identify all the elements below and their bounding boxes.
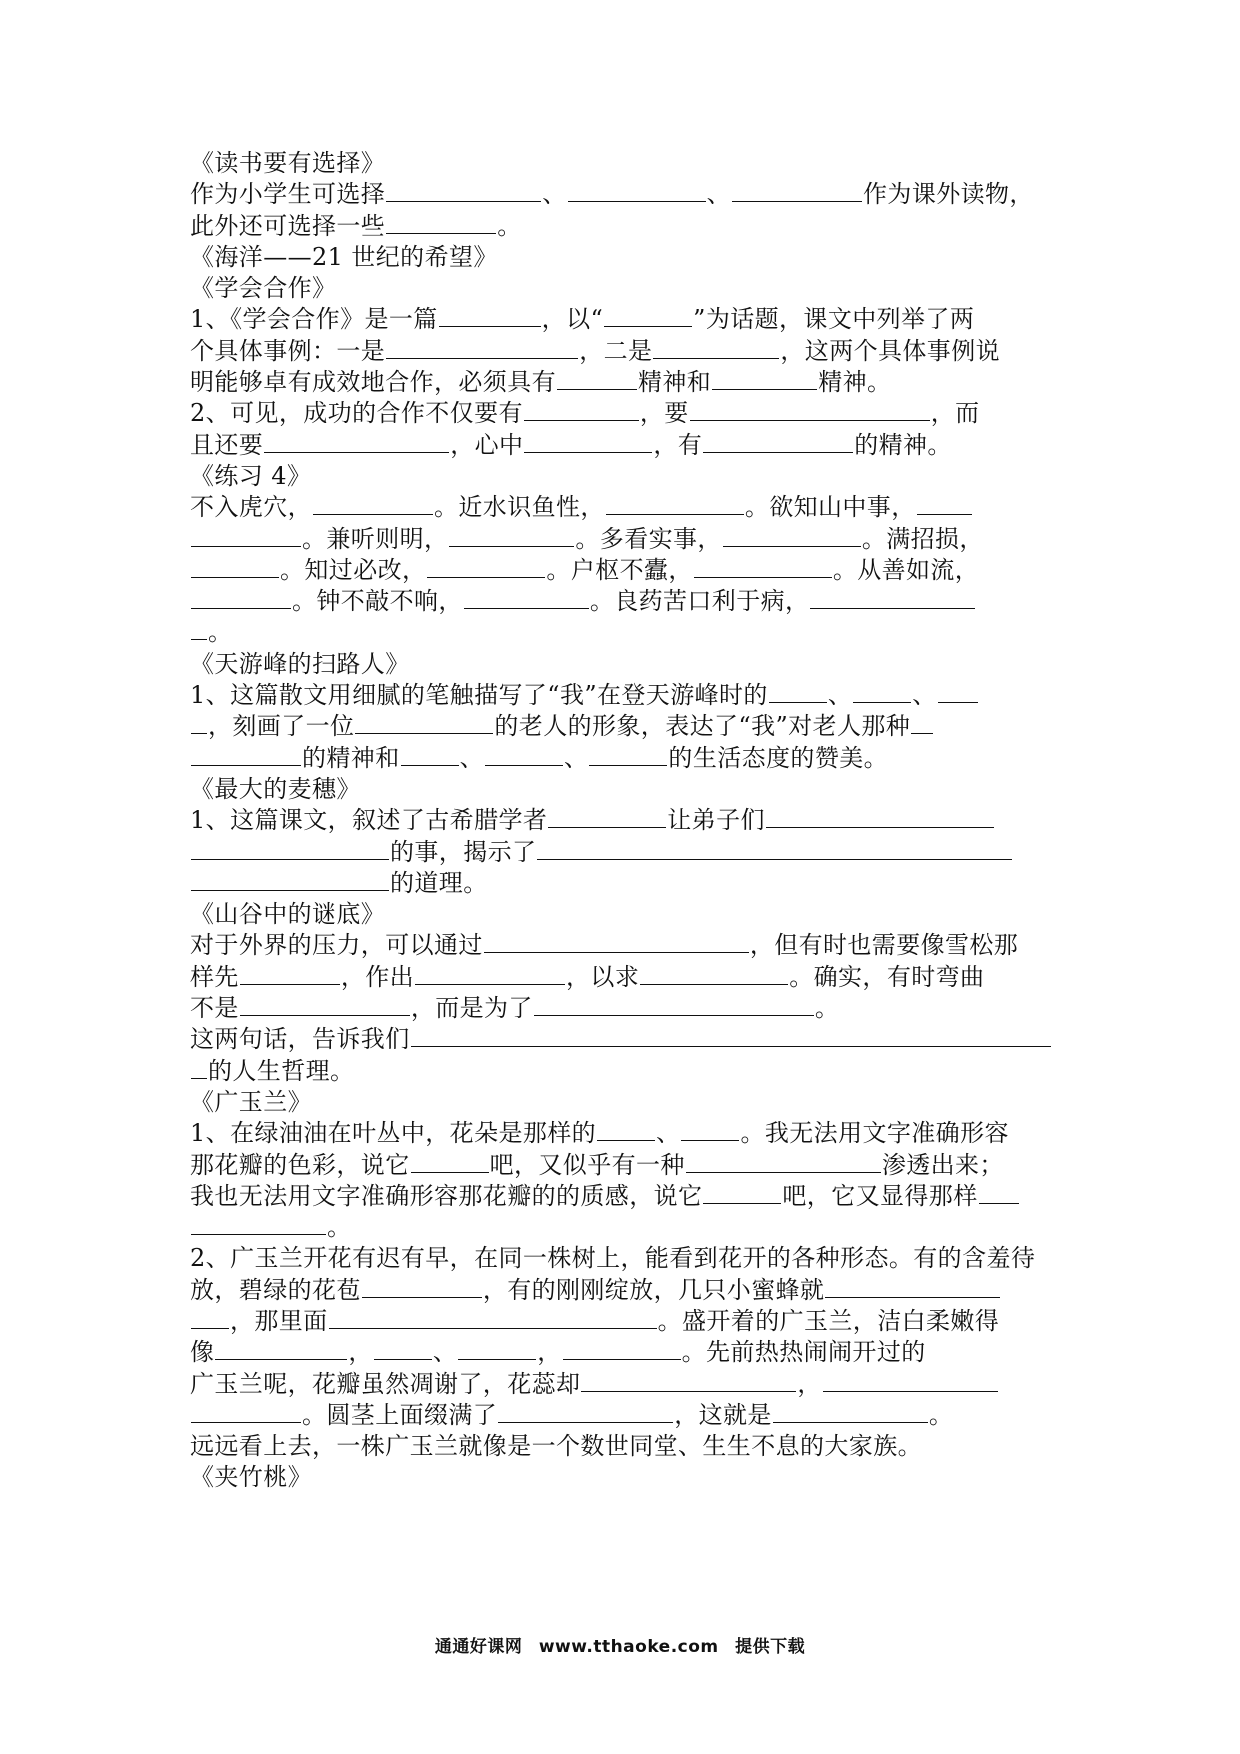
fill-blank[interactable]: [911, 713, 933, 734]
text: 此外还可选择一些: [190, 211, 386, 240]
fill-blank[interactable]: [191, 526, 301, 547]
shangu-line-4: [190, 1024, 1055, 1055]
guangyulan-q2-line-5: [190, 1369, 1055, 1400]
footer-suffix: 提供下载: [735, 1637, 806, 1657]
text: 样先: [190, 962, 239, 991]
fill-blank[interactable]: [484, 932, 749, 953]
fill-blank[interactable]: [240, 995, 410, 1016]
shangu-line-1: [190, 930, 1055, 961]
fill-blank[interactable]: [557, 369, 637, 390]
text: 。: [928, 1400, 954, 1429]
fill-blank[interactable]: [823, 1371, 998, 1392]
fill-blank[interactable]: [681, 1120, 739, 1141]
lianxi-line-2: [190, 524, 1055, 555]
text: 我也无法用文字准确形容那花瓣的的质感，说它: [190, 1181, 703, 1210]
text: 远远看上去，一株广玉兰就像是一个数世同堂、生生不息的大家族。: [190, 1432, 922, 1461]
fill-blank[interactable]: [386, 181, 541, 202]
fill-blank[interactable]: [386, 213, 496, 234]
text: 。近水识鱼性，: [434, 493, 605, 522]
text: ，二是: [579, 336, 653, 365]
lianxi-line-3: [190, 555, 1055, 586]
fill-blank[interactable]: [411, 1026, 1051, 1047]
fill-blank[interactable]: [191, 619, 207, 640]
section-title-lianxi: 《练习 4》: [190, 461, 312, 490]
fill-blank[interactable]: [464, 588, 589, 609]
fill-blank[interactable]: [581, 1371, 796, 1392]
text: 的老人的形象，表达了“我”对老人那种: [494, 712, 911, 741]
footer-url[interactable]: www.tthaoke.com: [538, 1637, 719, 1657]
fill-blank[interactable]: [191, 1402, 301, 1423]
text: 不入虎穴，: [190, 493, 312, 522]
fill-blank[interactable]: [548, 807, 666, 828]
text: 、: [432, 1338, 458, 1367]
text: 。: [327, 1213, 352, 1242]
text: ，以“: [541, 305, 604, 334]
guangyulan-q2-line-2: [190, 1275, 1055, 1306]
page-footer: [0, 1632, 1240, 1657]
text: 、: [542, 180, 567, 209]
text: 、: [706, 180, 732, 209]
fill-blank[interactable]: [191, 713, 207, 734]
text: ，而: [930, 399, 980, 428]
lianxi-line-4: [190, 586, 1055, 617]
text: 。户枢不蠹，: [546, 555, 693, 584]
text: 那花瓣的色彩，说它: [190, 1150, 410, 1179]
fill-blank[interactable]: [191, 1214, 326, 1235]
text: 1、这篇散文用细腻的笔触描写了“我”在登天游峰时的: [190, 681, 768, 710]
fill-blank[interactable]: [415, 964, 565, 985]
text: 。: [208, 618, 233, 647]
section-title-hezuo: 《学会合作》: [190, 274, 337, 303]
text: 不是: [190, 994, 239, 1023]
text: 精神和: [638, 368, 712, 397]
fill-blank[interactable]: [917, 494, 972, 515]
fill-blank[interactable]: [773, 1402, 928, 1423]
text: 精神。: [818, 368, 892, 397]
guangyulan-q2-line-4: [190, 1337, 1055, 1368]
fill-blank[interactable]: [191, 745, 301, 766]
fill-blank[interactable]: [825, 1277, 1000, 1298]
guangyulan-q2-line-3: [190, 1306, 1055, 1337]
text: 。确实，有时弯曲: [789, 962, 985, 991]
text: ，这就是: [674, 1400, 772, 1429]
fill-blank[interactable]: [374, 1339, 432, 1360]
text: 吧，它又显得那样: [782, 1181, 978, 1210]
fill-blank[interactable]: [723, 526, 861, 547]
fill-blank[interactable]: [427, 557, 545, 578]
text: 放，碧绿的花苞: [190, 1275, 361, 1304]
guangyulan-q2-line-7: [190, 1431, 1055, 1462]
tianyou-line-2: [190, 711, 1055, 742]
section-title-jiazhutao: 《夹竹桃》: [190, 1463, 312, 1492]
text: ，刻画了一位: [208, 712, 355, 741]
fill-blank[interactable]: [485, 745, 563, 766]
text: 的事，揭示了: [390, 837, 537, 866]
section-title-tianyou: 《天游峰的扫路人》: [190, 649, 410, 678]
text: ，但有时也需要像雪松那: [749, 931, 1019, 960]
fill-blank[interactable]: [362, 1277, 482, 1298]
guangyulan-q1-line-2: [190, 1150, 1055, 1181]
text: ，: [537, 1338, 562, 1367]
section-title-dushu: 《读书要有选择》: [190, 149, 386, 177]
fill-blank[interactable]: [191, 839, 389, 860]
text: 这两句话，告诉我们: [190, 1025, 410, 1054]
fill-blank[interactable]: [313, 494, 433, 515]
fill-blank[interactable]: [686, 1152, 881, 1173]
text: 、: [459, 743, 485, 772]
guangyulan-q2-line-1: [190, 1243, 1055, 1274]
text: 2、广玉兰开花有迟有早，在同一株树上，能看到花开的各种形态。有的含羞待: [190, 1244, 1036, 1273]
text: ，而是为了: [410, 994, 533, 1023]
dushu-line-2: [190, 211, 1055, 242]
text: ，这两个具体事例说: [780, 336, 1001, 365]
fill-blank[interactable]: [191, 588, 291, 609]
text: 吧，又似乎有一种: [489, 1150, 685, 1179]
text: 、: [564, 743, 589, 772]
text: 。从善如流，: [832, 555, 980, 584]
text: 。: [814, 994, 840, 1023]
fill-blank[interactable]: [524, 432, 652, 453]
text: 。盛开着的广玉兰，洁白柔嫩得: [657, 1306, 1000, 1335]
text: 对于外界的压力，可以通过: [190, 931, 483, 960]
maisui-line-2: [190, 837, 1055, 868]
text: 。知过必改，: [280, 555, 427, 584]
fill-blank[interactable]: [810, 588, 975, 609]
text: 的精神。: [854, 430, 952, 459]
text: 1、《学会合作》是一篇: [190, 305, 438, 334]
hezuo-q1-line-3: [190, 367, 1055, 398]
text: 广玉兰呢，花瓣虽然凋谢了，花蕊却: [190, 1369, 581, 1398]
fill-blank[interactable]: [411, 1152, 489, 1173]
text: 的生活态度的赞美。: [668, 743, 889, 772]
fill-blank[interactable]: [458, 1339, 536, 1360]
fill-blank[interactable]: [589, 745, 667, 766]
fill-blank[interactable]: [853, 682, 911, 703]
fill-blank[interactable]: [690, 400, 930, 421]
fill-blank[interactable]: [769, 682, 827, 703]
text: ，要: [639, 399, 689, 428]
fill-blank[interactable]: [653, 338, 779, 359]
text: ，心中: [450, 430, 524, 459]
text: 的人生哲理。: [208, 1056, 355, 1085]
guangyulan-q1-line-3: [190, 1181, 1055, 1212]
fill-blank[interactable]: [215, 1339, 347, 1360]
text: ，: [797, 1369, 822, 1398]
text: ，: [348, 1338, 373, 1367]
fill-blank[interactable]: [563, 1339, 681, 1360]
fill-blank[interactable]: [401, 745, 459, 766]
text: ，有: [653, 430, 703, 459]
text: 。兼听则明，: [302, 524, 449, 553]
section-title-shangu: 《山谷中的谜底》: [190, 900, 386, 929]
text: 。良药苦口利于病，: [589, 587, 810, 616]
text: 渗透出来；: [881, 1150, 1004, 1179]
fill-blank[interactable]: [191, 557, 279, 578]
text: 。先前热热闹闹开过的: [681, 1338, 926, 1367]
fill-blank[interactable]: [191, 870, 389, 891]
fill-blank[interactable]: [240, 964, 340, 985]
tianyou-line-1: [190, 680, 1055, 711]
fill-blank[interactable]: [703, 432, 853, 453]
shangu-line-5: [190, 1056, 1055, 1087]
fill-blank[interactable]: [191, 1308, 229, 1329]
shangu-line-3: [190, 993, 1055, 1024]
fill-blank[interactable]: [191, 1058, 207, 1079]
guangyulan-q1-line-4: [190, 1212, 1055, 1243]
text: 作为课外读物，: [863, 180, 1034, 209]
section-title-guangyulan: 《广玉兰》: [190, 1087, 312, 1116]
text: 作为小学生可选择: [190, 180, 386, 209]
fill-blank[interactable]: [640, 964, 788, 985]
text: 。我无法用文字准确形容: [740, 1119, 1009, 1148]
fill-blank[interactable]: [938, 682, 978, 703]
guangyulan-q2-line-6: [190, 1400, 1055, 1431]
fill-blank[interactable]: [264, 432, 449, 453]
fill-blank[interactable]: [979, 1183, 1019, 1204]
hezuo-q2-line-2: [190, 430, 1055, 461]
fill-blank[interactable]: [694, 557, 832, 578]
text: 、: [827, 681, 853, 710]
fill-blank[interactable]: [712, 369, 817, 390]
fill-blank[interactable]: [732, 181, 862, 202]
fill-blank[interactable]: [606, 494, 744, 515]
text: 。欲知山中事，: [744, 493, 916, 522]
text: 且还要: [190, 430, 264, 459]
fill-blank[interactable]: [329, 1308, 657, 1329]
fill-blank[interactable]: [355, 713, 493, 734]
dushu-line-1: [190, 179, 1055, 210]
text: 。多看实事，: [575, 524, 722, 553]
text: 2、可见，成功的合作不仅要有: [190, 399, 523, 428]
text: 让弟子们: [667, 806, 765, 835]
text: 个具体事例：一是: [190, 336, 386, 365]
hezuo-q2-line-1: [190, 398, 1055, 429]
text: ”为话题，课文中列举了两: [693, 305, 975, 334]
text: 。圆茎上面缀满了: [302, 1400, 498, 1429]
fill-blank[interactable]: [449, 526, 574, 547]
fill-blank[interactable]: [604, 306, 692, 327]
tianyou-line-3: [190, 743, 1055, 774]
maisui-line-3: [190, 868, 1055, 899]
fill-blank[interactable]: [766, 807, 994, 828]
text: 。: [497, 211, 522, 240]
fill-blank[interactable]: [703, 1183, 781, 1204]
text: 。钟不敲不响，: [292, 587, 463, 616]
text: 、: [912, 681, 937, 710]
text: ，那里面: [230, 1306, 328, 1335]
text: 1、在绿油油在叶丛中，花朵是那样的: [190, 1119, 597, 1148]
fill-blank[interactable]: [568, 181, 706, 202]
section-title-haiyang: 《海洋——21 世纪的希望》: [190, 242, 498, 271]
hezuo-q1-line-1: [190, 304, 1055, 335]
text: ，有的刚刚绽放，几只小蜜蜂就: [482, 1275, 825, 1304]
lianxi-line-1: [190, 492, 1055, 523]
hezuo-q1-line-2: [190, 336, 1055, 367]
text: 。满招损，: [861, 524, 984, 553]
text: 的精神和: [302, 743, 400, 772]
fill-blank[interactable]: [524, 400, 639, 421]
section-title-maisui: 《最大的麦穗》: [190, 774, 361, 803]
fill-blank[interactable]: [534, 995, 814, 1016]
lianxi-line-5: [190, 617, 1055, 648]
worksheet-body: [190, 148, 1055, 1494]
text: 1、这篇课文，叙述了古希腊学者: [190, 806, 548, 835]
shangu-line-2: [190, 962, 1055, 993]
fill-blank[interactable]: [439, 306, 541, 327]
footer-site-name: 通通好课网: [434, 1637, 523, 1657]
maisui-line-1: [190, 805, 1055, 836]
text: 明能够卓有成效地合作，必须具有: [190, 368, 556, 397]
guangyulan-q1-line-1: [190, 1118, 1055, 1149]
text: 像: [190, 1338, 215, 1367]
fill-blank[interactable]: [386, 338, 578, 359]
text: ，作出: [340, 962, 415, 991]
fill-blank[interactable]: [537, 839, 1012, 860]
fill-blank[interactable]: [498, 1402, 673, 1423]
fill-blank[interactable]: [597, 1120, 655, 1141]
text: 、: [656, 1119, 681, 1148]
text: 的道理。: [390, 868, 488, 897]
text: ，以求: [566, 962, 640, 991]
